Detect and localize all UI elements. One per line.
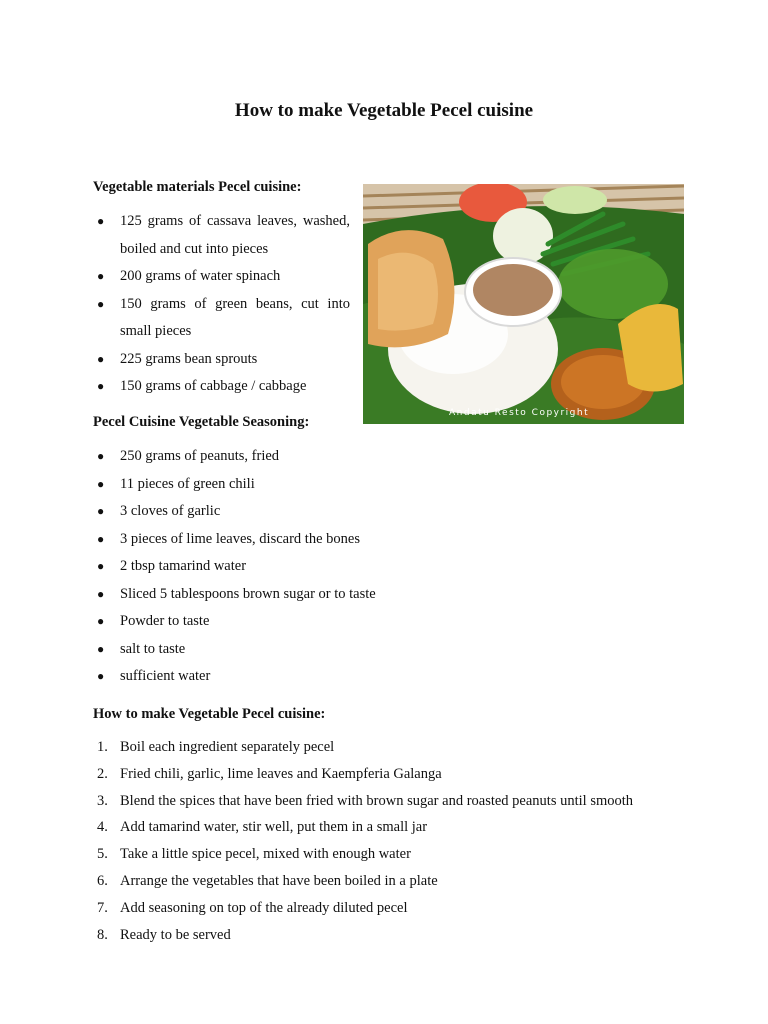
materials-heading: Vegetable materials Pecel cuisine: <box>93 179 302 195</box>
list-item: ● salt to taste <box>93 636 653 664</box>
list-item: 7. Add seasoning on top of the already diluted pecel <box>97 899 408 916</box>
list-item: 6. Arrange the vegetables that have been boiled in a plate <box>97 872 438 889</box>
watermark-text: Andatu Resto Copyright <box>449 408 590 418</box>
seasoning-list <box>93 443 653 691</box>
list-item: ● sufficient water <box>93 663 653 691</box>
pecel-dish-photo <box>363 184 684 424</box>
bullet-icon: ● <box>97 531 105 546</box>
list-item: ● Powder to taste <box>93 608 653 636</box>
bullet-icon: ● <box>97 449 105 463</box>
list-item: ● 150 grams of green beans, cut into small pieces <box>93 291 350 346</box>
bullet-icon: ● <box>97 269 105 283</box>
list-item: ● Sliced 5 tablespoons brown sugar or to taste <box>93 581 653 609</box>
list-item: 4. Add tamarind water, stir well, put them in a small jar <box>97 819 428 836</box>
bullet-icon: ● <box>97 559 105 573</box>
bullet-icon: ● <box>97 669 105 683</box>
bullet-icon: ● <box>97 296 105 311</box>
page-title: How to make Vegetable Pecel cuisine <box>234 100 534 121</box>
bullet-icon: ● <box>97 586 105 601</box>
list-item: ● 11 pieces of green chili <box>93 471 653 499</box>
list-item: 2. Fried chili, garlic, lime leaves and Kaempferia Galanga <box>97 765 442 782</box>
list-item: ● 250 grams of peanuts, fried <box>93 443 653 471</box>
pecel-dish-illustration <box>363 184 684 424</box>
list-item: ● 150 grams of cabbage / cabbage <box>93 373 350 401</box>
list-item: ● 200 grams of water spinach <box>93 263 350 291</box>
bullet-icon: ● <box>97 351 105 366</box>
list-item: ● 125 grams of cassava leaves, washed, boiled and cut into pieces <box>93 208 350 263</box>
list-item: ● 3 cloves of garlic <box>93 498 653 526</box>
steps-list <box>93 734 713 948</box>
bullet-icon: ● <box>97 379 105 393</box>
bullet-icon: ● <box>97 476 105 491</box>
materials-list <box>93 208 350 401</box>
list-item: ● 225 grams bean sprouts <box>93 346 350 374</box>
list-item: 1. Boil each ingredient separately pecel <box>97 739 335 755</box>
list-item: 5. Take a little spice pecel, mixed with enough water <box>97 846 411 863</box>
list-item: 3. Blend the spices that have been fried with brown sugar and roasted peanuts until smooth <box>97 792 634 809</box>
list-item: 8. Ready to be served <box>97 926 231 943</box>
list-item: ● 3 pieces of lime leaves, discard the bones <box>93 526 653 554</box>
list-item: ● 2 tbsp tamarind water <box>93 553 653 581</box>
steps-heading: How to make Vegetable Pecel cuisine: <box>93 706 326 722</box>
seasoning-heading: Pecel Cuisine Vegetable Seasoning: <box>93 414 310 430</box>
bullet-icon: ● <box>97 214 105 228</box>
bullet-icon: ● <box>97 614 105 628</box>
bullet-icon: ● <box>97 504 105 518</box>
bullet-icon: ● <box>97 641 105 656</box>
